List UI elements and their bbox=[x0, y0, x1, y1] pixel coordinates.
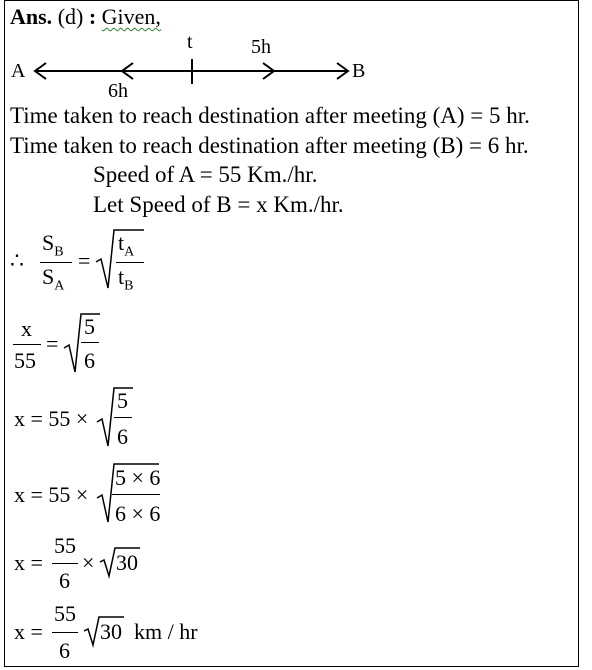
fraction-bar bbox=[112, 494, 160, 495]
time-a-symbol: $t_A$ bbox=[118, 230, 135, 260]
option-label: (d) bbox=[57, 4, 84, 29]
radicand: 30 bbox=[116, 550, 138, 575]
time-b-label: 5h bbox=[251, 36, 271, 58]
radicand-denominator: 6 bbox=[117, 424, 128, 449]
fraction-bar bbox=[114, 417, 132, 418]
fraction-bar bbox=[13, 344, 41, 345]
fraction-bar bbox=[81, 342, 99, 343]
numerator: 55 bbox=[54, 533, 76, 558]
lhs-expression: x = 55 × bbox=[14, 482, 89, 507]
speed-a-statement: Speed of A = 55 Km./hr. bbox=[93, 162, 318, 187]
radicand-denominator: 6 × 6 bbox=[115, 501, 161, 526]
lhs-expression: x = bbox=[14, 550, 43, 575]
denominator: 55 bbox=[14, 348, 36, 373]
colon: : bbox=[88, 4, 97, 29]
speed-a-symbol: $S_A$ bbox=[42, 264, 65, 294]
speed-b-statement: Let Speed of B = x Km./hr. bbox=[93, 192, 344, 217]
point-b-label: B bbox=[352, 60, 366, 82]
radicand: 30 bbox=[100, 619, 122, 644]
time-b-symbol: $t_B$ bbox=[118, 264, 134, 294]
fraction-bar bbox=[52, 632, 78, 633]
time-b-statement: Time taken to reach destination after meeting (B) = 6 hr. bbox=[10, 133, 529, 158]
numerator: 55 bbox=[54, 601, 76, 626]
equals-sign: = bbox=[78, 248, 91, 273]
equals-sign: = bbox=[46, 331, 59, 356]
times-sign: × bbox=[82, 550, 95, 575]
radicand-numerator: 5 × 6 bbox=[115, 465, 161, 490]
fraction-bar bbox=[52, 563, 78, 564]
diagram-arrows bbox=[0, 0, 592, 120]
meeting-time-label: t bbox=[187, 31, 193, 53]
time-a-label: 6h bbox=[108, 80, 128, 102]
denominator: 6 bbox=[59, 638, 70, 663]
radicand-denominator: 6 bbox=[84, 348, 95, 373]
lhs-expression: x = bbox=[14, 619, 43, 644]
numerator: x bbox=[21, 316, 32, 341]
time-a-statement: Time taken to reach destination after meeting (A) = 5 hr. bbox=[10, 103, 530, 128]
therefore-symbol: ∴ bbox=[10, 248, 24, 273]
ans-label: Ans. bbox=[10, 4, 53, 29]
radicand-numerator: 5 bbox=[117, 388, 128, 413]
lhs-expression: x = 55 × bbox=[14, 406, 89, 431]
speed-b-symbol: $S_B$ bbox=[42, 230, 64, 260]
unit-label: km / hr bbox=[134, 619, 198, 644]
radicand-numerator: 5 bbox=[84, 314, 95, 339]
denominator: 6 bbox=[59, 568, 70, 593]
given-label: Given, bbox=[101, 4, 161, 29]
point-a-label: A bbox=[11, 60, 26, 82]
